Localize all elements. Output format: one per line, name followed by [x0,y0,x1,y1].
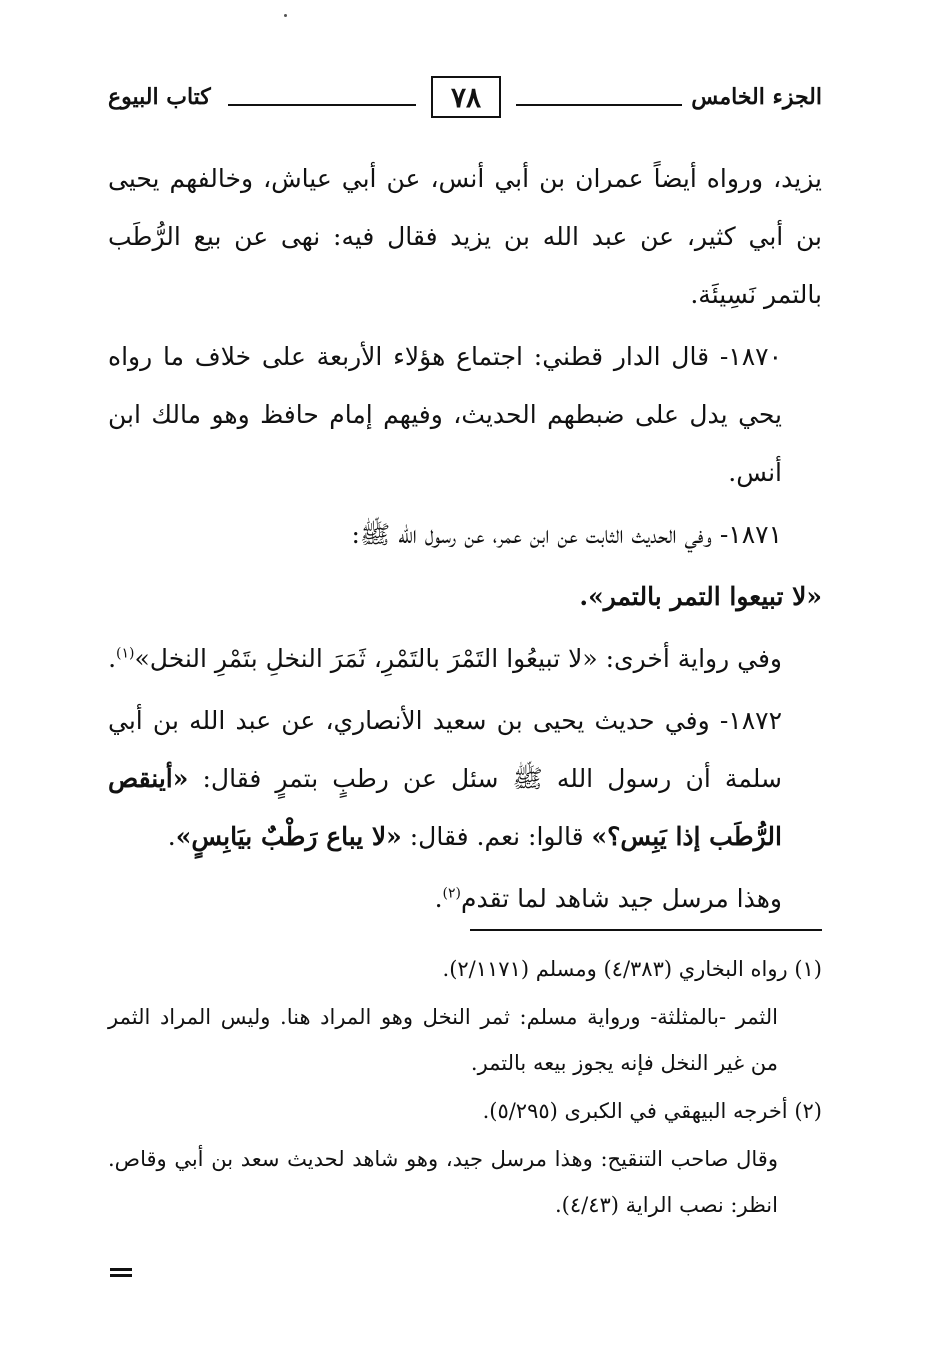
footnote-1: (١) رواه البخاري (٤/٣٨٣) ومسلم (٢/١١٧١). [442,957,822,981]
page-number-box [431,76,501,118]
footnote-ref-2: (٢) [442,885,461,902]
main-text [108,150,822,928]
paragraph-1872-quote1: «أينقص الرُّطَب إذا يَبِس؟» [108,764,782,851]
header-volume: الجزء الخامس [691,84,822,110]
paragraph-1870: ١٨٧٠- قال الدار قطني: اجتماع هؤلاء الأربعة على خلاف ما رواه يحي يدل على ضبطهم الحديث، وفيهم إمام حافظ وهو مالك ابن أنس. [108,342,782,487]
other-narration-end: . [108,644,117,673]
mursal-text: وهذا مرسل جيد شاهد لما تقدم [460,884,782,913]
header-rule-right [516,104,682,106]
footnote-2: (٢) أخرجه البيهقي في الكبرى (٥/٢٩٥). [482,1099,822,1123]
page-number: ٧٨ [450,80,482,114]
paragraph-1872 [108,692,822,866]
paragraph-1872-part1: ١٨٧٢- وفي حديث يحيى بن سعيد الأنصاري، عن عبد الله بن أبي سلمة أن رسول الله ﷺ سئل عن رطبٍ بتمرٍ فقال: [108,706,782,793]
continuation-mark [110,1268,132,1278]
footnote-ref-1: (١) [116,645,135,662]
other-narration-text: وفي رواية أخرى: «لا تبيعُوا التَمْرَ بالتَمْرِ، ثَمَرَ النخلِ بتَمْرِ النخل» [134,644,782,673]
mursal-end: . [434,884,443,913]
header-rule-left [228,104,416,106]
paragraph-1872-quote2: «لا يباع رَطْبٌ بيَابِسٍ» [175,822,402,851]
paragraph-continuation: يزيد، ورواه أيضاً عمران بن أبي أنس، عن أبي عياش، وخالفهم يحيى بن أبي كثير، عن عبد الله بن يزيد فقال فيه: نهى عن بيع الرُّطَب بالتمر نَسِيئَة. [108,164,822,309]
paragraph-1872-part2: قالوا: نعم. فقال: [401,822,592,851]
footnote-1-comment: الثمر -بالمثلثة- ورواية مسلم: ثمر النخل وهو المراد هنا. وليس المراد الثمر من غير النخل فإنه يجوز بيعه بالتمر. [108,1005,778,1075]
paragraph-mursal [108,870,822,928]
paragraph-1872-part3: . [167,822,176,851]
footnote-separator [470,929,822,931]
hadith-quote: «لا تبيعوا التمر بالتمر». [579,582,822,611]
running-header [108,74,822,124]
paragraph-other-narration [108,630,822,688]
paragraph-1871: ١٨٧١- وفي الحديث الثابت عن ابن عمر، عن رسول الله ﷺ: [351,520,782,549]
footnote-2-comment: وقال صاحب التنقيح: وهذا مرسل جيد، وهو شاهد لحديث سعد بن أبي وقاص. انظر: نصب الراية (٤/٤٣). [108,1147,778,1217]
footnotes [108,946,822,1228]
header-book-title: كتاب البيوع [108,84,211,110]
ink-speck [284,14,287,17]
